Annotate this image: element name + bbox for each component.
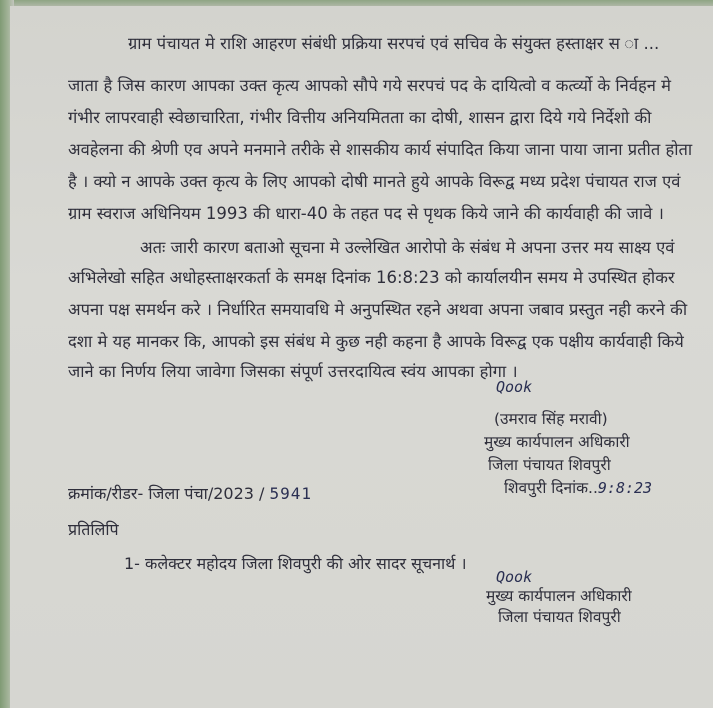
signatory-name: (उमराव सिंह मरावी) xyxy=(494,410,608,428)
paragraph-1-line-5: है । क्यो न आपके उक्त कृत्य के लिए आपको दोषी मानते हुये आपके विरूद्व मध्य प्रदेश पंचायत राज एवं xyxy=(68,172,681,191)
signature-2: Qook xyxy=(496,568,533,586)
signatory-place-date: शिवपुरी दिनांक..9:8:23 xyxy=(504,479,653,497)
copy-title: प्रतिलिपि xyxy=(68,520,119,539)
signature-date: 9:8:23 xyxy=(597,479,653,497)
paragraph-2-line-1: अतः जारी कारण बताओ सूचना मे उल्लेखित आरोपो के संबंध मे अपना उत्तर मय साक्ष्य एवं xyxy=(140,238,675,257)
paragraph-1-line-4: अवहेलना की श्रेणी एव अपने मनमाने तरीके से शासकीय कार्य संपादित किया जाना पाया जाना प्रतीत होता xyxy=(68,140,693,159)
paragraph-1-line-1: ग्राम पंचायत मे राशि आहरण संबंधी प्रक्रिया सरपचं एवं सचिव के संयुक्त हस्ताक्षर स ा ... xyxy=(128,34,660,53)
paragraph-1-line-3: गंभीर लापरवाही स्वेछाचारिता, गंभीर वित्तीय अनियमितता का दोषी, शासन द्वारा दिये गये निर्देशो की xyxy=(68,108,652,127)
signatory-block xyxy=(484,408,652,500)
signature-1: Qook xyxy=(496,378,533,396)
order-number: 5941 xyxy=(269,484,313,503)
paragraph-2-line-4: दशा मे यह मानकर कि, आपको इस संबंध मे कुछ नही कहना है आपके विरूद्व एक पक्षीय कार्यवाही किये xyxy=(68,332,684,351)
letter-sheet xyxy=(10,6,713,708)
copy-signatory-block xyxy=(486,586,632,628)
signatory-designation: मुख्य कार्यपालन अधिकारी xyxy=(484,433,630,451)
paragraph-2-line-3: अपना पक्ष समर्थन करे । निर्धारित समयावधि मे अनुपस्थित रहने अथवा अपना जबाव प्रस्तुत नही करने की xyxy=(68,300,688,319)
copy-signatory-office: जिला पंचायत शिवपुरी xyxy=(498,608,621,626)
paragraph-1-line-6: ग्राम स्वराज अधिनियम 1993 की धारा-40 के तहत पद से पृथक किये जाने की कार्यवाही की जावे । xyxy=(68,204,664,223)
paragraph-1-line-2: जाता है जिस कारण आपका उक्त कृत्य आपको सौपे गये सरपचं पद के दायित्वो व कर्त्व्यो के निर्वहन मे xyxy=(68,76,672,95)
order-reference xyxy=(68,482,312,504)
copy-signatory-designation: मुख्य कार्यपालन अधिकारी xyxy=(486,587,632,605)
paragraph-2-line-2: अभिलेखो सहित अधोहस्ताक्षरकर्ता के समक्ष दिनांक 16:8:23 को कार्यालयीन समय मे उपस्थित होकर xyxy=(68,268,675,287)
signatory-office: जिला पंचायत शिवपुरी xyxy=(488,456,611,474)
copy-recipient-line: 1- कलेक्टर महोदय जिला शिवपुरी की ओर सादर सूचनार्थ । xyxy=(124,554,467,573)
order-label: क्रमांक/रीडर- जिला पंचा/2023 / xyxy=(68,484,265,503)
place-date-label: शिवपुरी दिनांक xyxy=(504,479,589,497)
paragraph-2-line-5: जाने का निर्णय लिया जावेगा जिसका संपूर्ण उत्तरदायित्व स्वंय आपका होगा । xyxy=(68,362,518,381)
